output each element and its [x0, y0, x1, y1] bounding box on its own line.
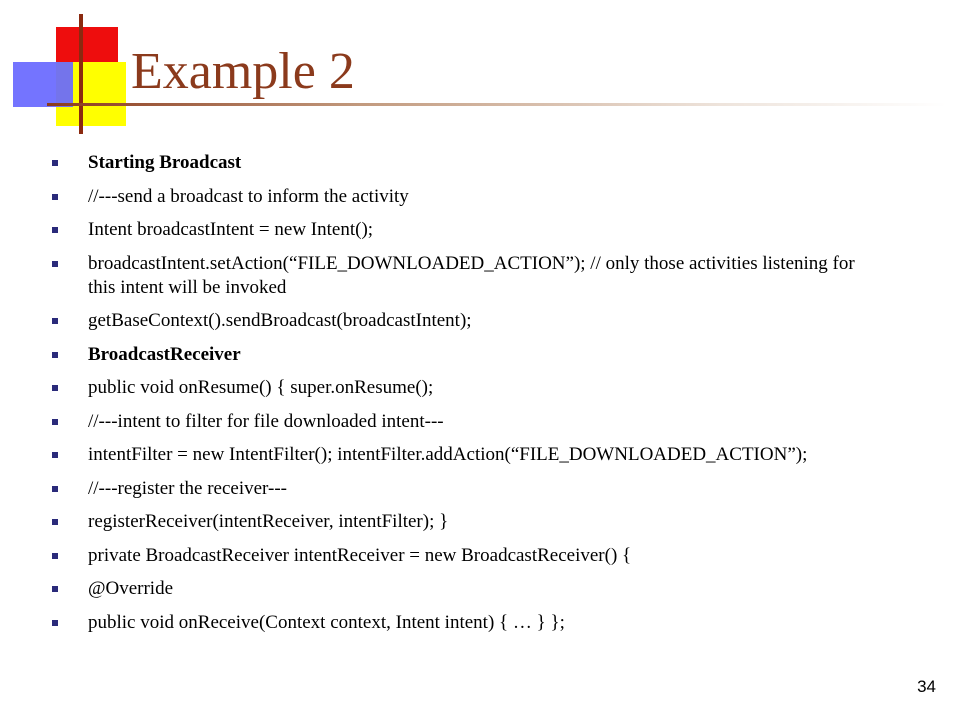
bullet-text: registerReceiver(intentReceiver, intentFilter); } [88, 511, 449, 532]
bullet-item [52, 410, 882, 434]
square-bullet-icon [52, 586, 58, 592]
bullet-item [52, 309, 882, 333]
bullet-item [52, 218, 882, 242]
square-bullet-icon [52, 519, 58, 525]
bullet-item [52, 343, 882, 367]
slide-title: Example 2 [131, 43, 355, 100]
square-bullet-icon [52, 352, 58, 358]
bullet-text: broadcastIntent.setAction(“FILE_DOWNLOADED_ACTION”); // only those activities listening for this intent will be invoked [88, 252, 855, 298]
square-bullet-icon [52, 486, 58, 492]
bullet-text: public void onReceive(Context context, Intent intent) { … } }; [88, 611, 565, 633]
square-bullet-icon [52, 452, 58, 458]
title-underline [47, 103, 947, 106]
bullet-text: //---intent to filter for file downloaded intent--- [88, 410, 444, 432]
decor-blue-square [13, 62, 73, 107]
bullet-item [52, 544, 882, 568]
bullet-text: BroadcastReceiver [88, 343, 241, 365]
bullet-item [52, 577, 882, 601]
square-bullet-icon [52, 553, 58, 559]
bullet-text: intentFilter = new IntentFilter(); intentFilter.addAction(“FILE_DOWNLOADED_ACTION”); [88, 444, 808, 465]
bullet-item [52, 611, 882, 635]
page-number: 34 [917, 677, 936, 696]
decor-vertical-line [79, 14, 83, 134]
bullet-item [52, 376, 882, 400]
bullet-text: getBaseContext().sendBroadcast(broadcastIntent); [88, 310, 472, 331]
bullet-text: @Override [88, 578, 174, 599]
bullet-item [52, 510, 882, 534]
square-bullet-icon [52, 194, 58, 200]
bullet-text: //---register the receiver--- [88, 477, 287, 499]
square-bullet-icon [52, 385, 58, 391]
square-bullet-icon [52, 160, 58, 166]
bullet-item [52, 185, 882, 209]
square-bullet-icon [52, 318, 58, 324]
bullet-text: private BroadcastReceiver intentReceiver = new BroadcastReceiver() { [88, 544, 632, 566]
bullet-item [52, 477, 882, 501]
bullet-text: Starting Broadcast [88, 152, 242, 173]
bullet-item [52, 252, 882, 300]
bullet-text: //---send a broadcast to inform the activity [88, 185, 409, 207]
square-bullet-icon [52, 227, 58, 233]
square-bullet-icon [52, 620, 58, 626]
square-bullet-icon [52, 261, 58, 267]
bullet-text: public void onResume() { super.onResume(); [88, 377, 434, 398]
bullet-item [52, 151, 882, 175]
square-bullet-icon [52, 419, 58, 425]
bullet-item [52, 443, 882, 467]
bullet-text: Intent broadcastIntent = new Intent(); [88, 219, 374, 240]
bullet-list [52, 151, 882, 644]
